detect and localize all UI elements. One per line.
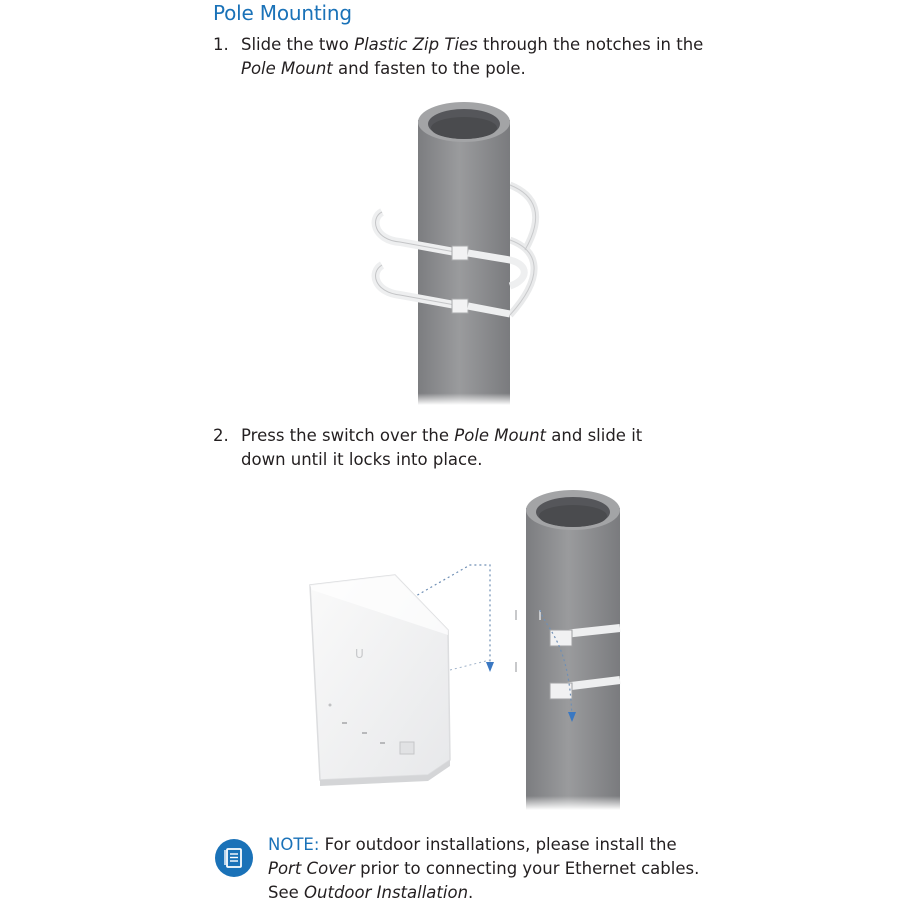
outdoor-installation-reference: Outdoor Installation	[304, 883, 469, 902]
step-text: Press the switch over the Pole Mount and slide it down until it locks into place.	[241, 426, 643, 469]
section-heading: Pole Mounting	[213, 1, 352, 25]
switch-mounting-illustration	[300, 490, 630, 810]
note-document-icon	[214, 838, 254, 878]
device-logo: U	[355, 647, 364, 661]
pole-zip-ties-illustration	[360, 100, 560, 405]
note-label: NOTE:	[268, 835, 320, 854]
step-number: 2.	[213, 426, 229, 445]
step-text: Slide the two Plastic Zip Ties through the notches in the Pole Mount and fasten to the pole.	[241, 35, 704, 78]
step-number: 1.	[213, 35, 229, 54]
note-text: NOTE: For outdoor installations, please install the Port Cover prior to connecting your Ethernet cables. See Outdoor Installation.	[268, 835, 700, 902]
